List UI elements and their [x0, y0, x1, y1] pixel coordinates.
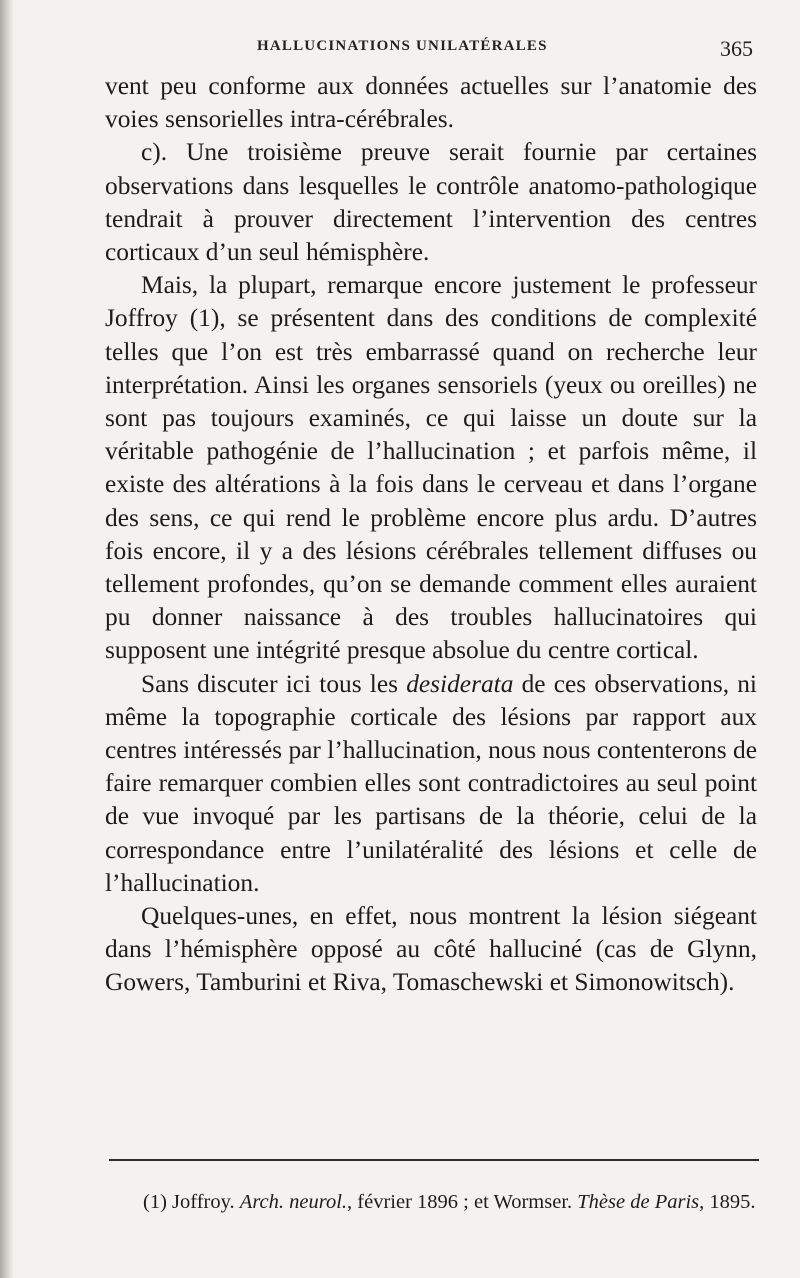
footnote-thesis: Thèse de Paris — [577, 1191, 700, 1213]
paragraph-opposite-hemisphere: Quelques-unes, en effet, nous montrent la lésion siégeant dans l’hémisphère opposé au côté halluciné (cas de Glynn, Gowers, Tamburini et Riva, Tomaschewski et Simonowitsch). — [105, 902, 757, 997]
footnote-end: , 1895. — [699, 1191, 756, 1213]
footnote-text — [105, 1188, 757, 1216]
footnote-marker: (1) Joffroy. — [143, 1191, 240, 1213]
page-gutter-shadow — [0, 0, 14, 1278]
running-head: HALLUCINATIONS UNILATÉRALES — [257, 38, 548, 54]
page-number: 365 — [720, 36, 753, 61]
footnote — [105, 1188, 757, 1216]
desiderata-term: desiderata — [406, 669, 514, 698]
footnote-journal: Arch. neurol. — [239, 1191, 348, 1213]
body-text — [105, 70, 757, 1000]
page-header — [105, 36, 757, 60]
book-page — [105, 0, 757, 1278]
footnote-middle: , février 1896 ; et Wormser. — [347, 1191, 578, 1213]
footnote-rule — [109, 1159, 759, 1161]
paragraph-continuation: vent peu conforme aux données actuelles sur l’anatomie des voies sensorielles intra-cérébrales. — [105, 72, 757, 134]
paragraph-joffroy: Mais, la plupart, remarque encore justement le professeur Joffroy (1), se présentent dans des conditions de complexité telles que l’on est très embarrassé quand on recherche leur interprétation. Ainsi les organes sensoriels (yeux ou oreilles) ne sont pas toujours examinés, ce qui laisse un doute sur la véritable pathogénie de l’hallucination ; et parfois même, il existe des altérations à la fois dans le cerveau et dans l’organe des sens, ce qui rend le problème encore plus ardu. D’autres fois encore, il y a des lésions cérébrales tellement diffuses ou tellement profondes, qu’on se demande comment elles auraient pu donner naissance à des troubles hallucinatoires qui supposent une intégrité presque absolue du centre cortical. — [105, 271, 757, 665]
paragraph-desiderata — [105, 668, 757, 900]
paragraph-desiderata-start: Sans discuter ici tous les — [141, 669, 407, 698]
paragraph-desiderata-rest: de ces observations, ni même la topographie corticale des lésions par rapport aux centres intéressés par l’hallucination, nous nous contenterons de faire remarquer combien elles sont contradictoires au seul point de vue invoqué par les partisans de la théorie, celui de la correspondance entre l’unilatéralité des lésions et celle de l’hallucination. — [105, 669, 757, 897]
paragraph-third-proof: c). Une troisième preuve serait fournie par certaines observations dans lesquelles le contrôle anatomo-pathologique tendrait à prouver directement l’intervention des centres corticaux d’un seul hémisphère. — [105, 138, 757, 267]
